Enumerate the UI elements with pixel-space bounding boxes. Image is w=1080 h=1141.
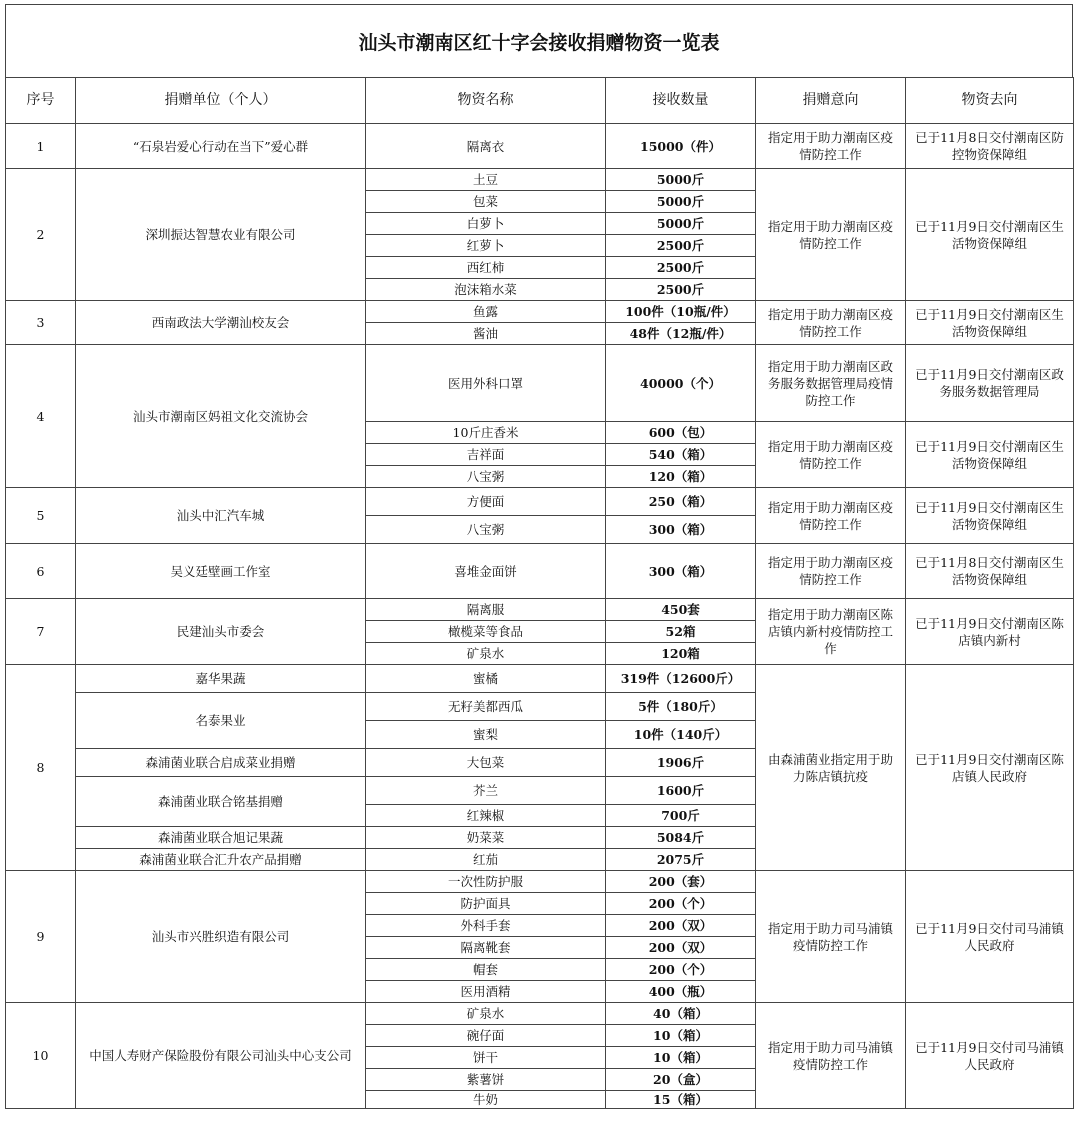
item-quantity: 1600斤 [606,777,756,805]
header-donor: 捐赠单位（个人） [76,78,366,124]
header-no: 序号 [6,78,76,124]
donation-intent: 指定用于助力潮南区陈店镇内新村疫情防控工作 [756,599,906,665]
row-number: 9 [6,871,76,1003]
item-name: 矿泉水 [366,1003,606,1025]
table-row [6,599,1074,621]
donor-name: 民建汕头市委会 [76,599,366,665]
item-quantity: 40（箱） [606,1003,756,1025]
header-quantity: 接收数量 [606,78,756,124]
item-quantity: 2500斤 [606,279,756,301]
item-name: 橄榄菜等食品 [366,621,606,643]
item-name: 隔离服 [366,599,606,621]
item-quantity: 20（盒） [606,1069,756,1091]
header-intent: 捐赠意向 [756,78,906,124]
item-quantity: 400（瓶） [606,981,756,1003]
item-destination: 已于11月9日交付潮南区生活物资保障组 [906,301,1074,345]
item-quantity: 48件（12瓶/件） [606,323,756,345]
item-name: 鱼露 [366,301,606,323]
item-quantity: 10（箱） [606,1025,756,1047]
row-number: 6 [6,544,76,599]
row-number: 8 [6,665,76,871]
item-destination: 已于11月9日交付潮南区生活物资保障组 [906,422,1074,488]
table-row [6,871,1074,893]
item-quantity: 540（箱） [606,444,756,466]
item-quantity: 200（套） [606,871,756,893]
donor-name: 深圳振达智慧农业有限公司 [76,169,366,301]
item-name: 防护面具 [366,893,606,915]
item-destination: 已于11月9日交付司马浦镇人民政府 [906,871,1074,1003]
item-quantity: 5件（180斤） [606,693,756,721]
item-quantity: 200（个） [606,893,756,915]
item-destination: 已于11月9日交付潮南区生活物资保障组 [906,488,1074,544]
item-quantity: 2500斤 [606,235,756,257]
donor-name: 森浦菌业联合汇升农产品捐赠 [76,849,366,871]
row-number: 5 [6,488,76,544]
item-name: 帽套 [366,959,606,981]
item-name: 医用外科口罩 [366,345,606,422]
item-name: 八宝粥 [366,516,606,544]
row-number: 3 [6,301,76,345]
item-name: 包菜 [366,191,606,213]
header-item: 物资名称 [366,78,606,124]
donor-name: 汕头市潮南区妈祖文化交流协会 [76,345,366,488]
item-quantity: 40000（个） [606,345,756,422]
table-row [6,665,1074,693]
item-destination: 已于11月9日交付潮南区陈店镇内新村 [906,599,1074,665]
table-row [6,124,1074,169]
page-title: 汕头市潮南区红十字会接收捐赠物资一览表 [5,4,1073,77]
item-name: 芥兰 [366,777,606,805]
donor-name: 森浦菌业联合启成菜业捐赠 [76,749,366,777]
donor-name: “石泉岩爱心行动在当下”爱心群 [76,124,366,169]
donation-intent: 指定用于助力潮南区政务服务数据管理局疫情防控工作 [756,345,906,422]
item-name: 矿泉水 [366,643,606,665]
item-name: 无籽美都西瓜 [366,693,606,721]
item-name: 西红柿 [366,257,606,279]
item-name: 红茄 [366,849,606,871]
item-quantity: 200（双） [606,915,756,937]
item-quantity: 300（箱） [606,544,756,599]
item-name: 碗仔面 [366,1025,606,1047]
item-name: 饼干 [366,1047,606,1069]
donation-intent: 指定用于助力潮南区疫情防控工作 [756,169,906,301]
item-name: 八宝粥 [366,466,606,488]
donor-name: 西南政法大学潮汕校友会 [76,301,366,345]
donation-intent: 由森浦菌业指定用于助力陈店镇抗疫 [756,665,906,871]
item-quantity: 600（包） [606,422,756,444]
table-row [6,1003,1074,1025]
donor-name: 森浦菌业联合旭记果蔬 [76,827,366,849]
donation-intent: 指定用于助力司马浦镇疫情防控工作 [756,871,906,1003]
table-row [6,544,1074,599]
donation-intent: 指定用于助力潮南区疫情防控工作 [756,301,906,345]
item-quantity: 5000斤 [606,213,756,235]
item-quantity: 2075斤 [606,849,756,871]
donor-name: 嘉华果蔬 [76,665,366,693]
donor-name: 汕头中汇汽车城 [76,488,366,544]
table-body [6,124,1074,1109]
table-row [6,301,1074,323]
item-name: 隔离靴套 [366,937,606,959]
item-quantity: 450套 [606,599,756,621]
item-quantity: 700斤 [606,805,756,827]
donor-name: 森浦菌业联合铭基捐赠 [76,777,366,827]
item-name: 牛奶 [366,1091,606,1109]
item-name: 奶菜菜 [366,827,606,849]
donation-table [5,77,1074,1109]
item-quantity: 10（箱） [606,1047,756,1069]
header-destination: 物资去向 [906,78,1074,124]
donation-intent: 指定用于助力潮南区疫情防控工作 [756,422,906,488]
item-quantity: 1906斤 [606,749,756,777]
donation-intent: 指定用于助力司马浦镇疫情防控工作 [756,1003,906,1109]
item-name: 隔离衣 [366,124,606,169]
row-number: 4 [6,345,76,488]
item-destination: 已于11月8日交付潮南区防控物资保障组 [906,124,1074,169]
row-number: 7 [6,599,76,665]
item-name: 喜堆金面饼 [366,544,606,599]
item-quantity: 5000斤 [606,191,756,213]
item-name: 外科手套 [366,915,606,937]
header-row [6,78,1074,124]
row-number: 2 [6,169,76,301]
item-destination: 已于11月9日交付司马浦镇人民政府 [906,1003,1074,1109]
donor-name: 汕头市兴胜织造有限公司 [76,871,366,1003]
item-quantity: 200（个） [606,959,756,981]
item-name: 红萝卜 [366,235,606,257]
item-quantity: 15000（件） [606,124,756,169]
item-quantity: 300（箱） [606,516,756,544]
donation-intent: 指定用于助力潮南区疫情防控工作 [756,124,906,169]
donation-sheet [5,4,1073,1109]
item-name: 酱油 [366,323,606,345]
item-name: 吉祥面 [366,444,606,466]
table-row [6,169,1074,191]
item-quantity: 250（箱） [606,488,756,516]
item-quantity: 319件（12600斤） [606,665,756,693]
item-name: 一次性防护服 [366,871,606,893]
donor-name: 吴义廷壁画工作室 [76,544,366,599]
table-row [6,345,1074,422]
item-quantity: 120（箱） [606,466,756,488]
item-name: 医用酒精 [366,981,606,1003]
item-name: 方便面 [366,488,606,516]
donor-name: 名泰果业 [76,693,366,749]
row-number: 10 [6,1003,76,1109]
item-quantity: 2500斤 [606,257,756,279]
item-destination: 已于11月9日交付潮南区政务服务数据管理局 [906,345,1074,422]
item-destination: 已于11月9日交付潮南区陈店镇人民政府 [906,665,1074,871]
item-name: 大包菜 [366,749,606,777]
item-quantity: 15（箱） [606,1091,756,1109]
item-destination: 已于11月8日交付潮南区生活物资保障组 [906,544,1074,599]
item-quantity: 200（双） [606,937,756,959]
table-row [6,488,1074,516]
item-name: 蜜橘 [366,665,606,693]
item-quantity: 5084斤 [606,827,756,849]
item-quantity: 120箱 [606,643,756,665]
item-name: 紫薯饼 [366,1069,606,1091]
item-quantity: 100件（10瓶/件） [606,301,756,323]
row-number: 1 [6,124,76,169]
item-destination: 已于11月9日交付潮南区生活物资保障组 [906,169,1074,301]
item-name: 蜜梨 [366,721,606,749]
item-name: 泡沫箱水菜 [366,279,606,301]
donation-intent: 指定用于助力潮南区疫情防控工作 [756,488,906,544]
item-name: 土豆 [366,169,606,191]
donation-intent: 指定用于助力潮南区疫情防控工作 [756,544,906,599]
item-quantity: 5000斤 [606,169,756,191]
item-name: 白萝卜 [366,213,606,235]
item-quantity: 52箱 [606,621,756,643]
donor-name: 中国人寿财产保险股份有限公司汕头中心支公司 [76,1003,366,1109]
item-name: 10斤庄香米 [366,422,606,444]
item-quantity: 10件（140斤） [606,721,756,749]
item-name: 红辣椒 [366,805,606,827]
